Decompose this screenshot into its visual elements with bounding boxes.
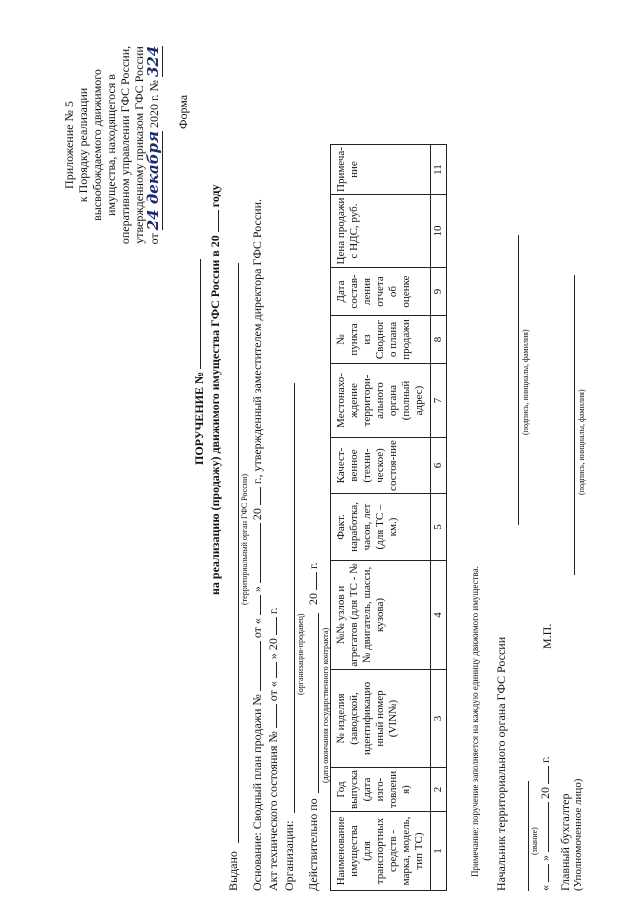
handwritten-date: 24 декабря <box>144 131 162 231</box>
header-cell: Наименование имущества (для транспортных средств - марка, модель, тип ТС) <box>331 812 431 891</box>
accountant-sub: (Уполномоченное лицо) <box>572 778 584 891</box>
header-cell: Факт. наработка, часов, лет (для ТС – км.) <box>331 494 431 561</box>
sign-date: « » 20 г. <box>538 756 552 891</box>
header-cell: №№ узлов и агрегатов (для ТС - №№ двигатель, шасси, кузова) <box>331 561 431 670</box>
issued-line <box>238 263 239 843</box>
stamp-place: М.П. <box>540 623 554 649</box>
header-cell: Цена продажи с НДС, руб. <box>331 195 431 268</box>
title-number-line <box>200 259 201 369</box>
chief-caption: (подпись, инициалы, фамилия) <box>521 329 530 435</box>
valid-caption: (дата окончания государственного контракта) <box>321 627 330 783</box>
form-label: Форма <box>176 94 190 129</box>
valid-date: 20 г. <box>306 562 320 605</box>
header-cell: Местонахо-ждение территори-ального органа (полный адрес) <box>331 364 431 438</box>
appendix-title: Приложение № 5 <box>62 101 76 189</box>
header-cell: Качест-венное (техни-ческое) состоя-ние <box>331 438 431 494</box>
issued-label: Выдано <box>226 851 240 891</box>
items-table <box>330 144 447 891</box>
table-note: Примечание: поручение заполняется на каждую единицу движимого имущества. <box>470 566 480 877</box>
header-cell: Примеча-ние <box>331 145 431 195</box>
accountant-caption: (подпись, инициалы, фамилия) <box>577 389 586 495</box>
chief-label: Начальник территориального органа ГФС России <box>494 636 508 891</box>
org-line <box>294 383 295 813</box>
document-title: ПОРУЧЕНИЕ № <box>192 259 206 465</box>
column-number: 6 <box>431 438 447 494</box>
chief-signature-line <box>518 235 519 525</box>
header-cell: Дата состав-ления отчета об оценке <box>331 268 431 316</box>
column-number: 9 <box>431 268 447 316</box>
column-number: 5 <box>431 494 447 561</box>
column-number: 1 <box>431 812 447 891</box>
appendix-line: высвобождаемого движимого <box>90 69 104 221</box>
header-cell: № изделия (заводской, идентификацио нный номер (VIN№) <box>331 670 431 768</box>
rank-line <box>528 781 529 891</box>
handwritten-order-number: 324 <box>144 45 162 77</box>
org-caption: (организация-продавец) <box>296 613 305 695</box>
table-number-row <box>431 145 447 891</box>
act-line: Акт технического состояния № от « » 20 г. <box>266 607 280 891</box>
header-cell: № пункта из Сводног о плана продажи <box>331 316 431 364</box>
appendix-line: к Порядку реализации <box>76 87 90 203</box>
accountant-signature-line <box>574 275 575 575</box>
appendix-line: оперативном управлении ГФС России, <box>118 45 132 245</box>
column-number: 7 <box>431 364 447 438</box>
column-number: 8 <box>431 316 447 364</box>
rank-caption: (звание) <box>530 827 539 855</box>
accountant-label: Главный бухгалтер <box>558 793 572 891</box>
column-number: 4 <box>431 561 447 670</box>
column-number: 10 <box>431 195 447 268</box>
appendix-line: имущества, находящегося в <box>104 74 118 216</box>
appendix-date-line: от 24 декабря 2020 г. № 324 <box>144 45 162 245</box>
appendix-line: утвержденному приказом ГФС России <box>132 46 146 244</box>
issued-caption: (территориальный орган ГФС России) <box>240 473 249 605</box>
header-cell: Год выпуска (дата изго-товлени я) <box>331 768 431 812</box>
appendix-block <box>62 5 161 285</box>
basis-line: Основание: Сводный план продажи № от « » 20 г., утвержденный заместителем директора ГФС России. <box>250 198 264 891</box>
column-number: 3 <box>431 670 447 768</box>
document-subtitle: на реализацию (продажу) движимого имущества ГФС России в 20 году <box>208 184 222 595</box>
table-header-row <box>331 145 431 891</box>
valid-line <box>318 613 319 793</box>
valid-label: Действительно по <box>306 798 320 891</box>
org-label: Организации: <box>282 820 296 891</box>
column-number: 2 <box>431 768 447 812</box>
column-number: 11 <box>431 145 447 195</box>
